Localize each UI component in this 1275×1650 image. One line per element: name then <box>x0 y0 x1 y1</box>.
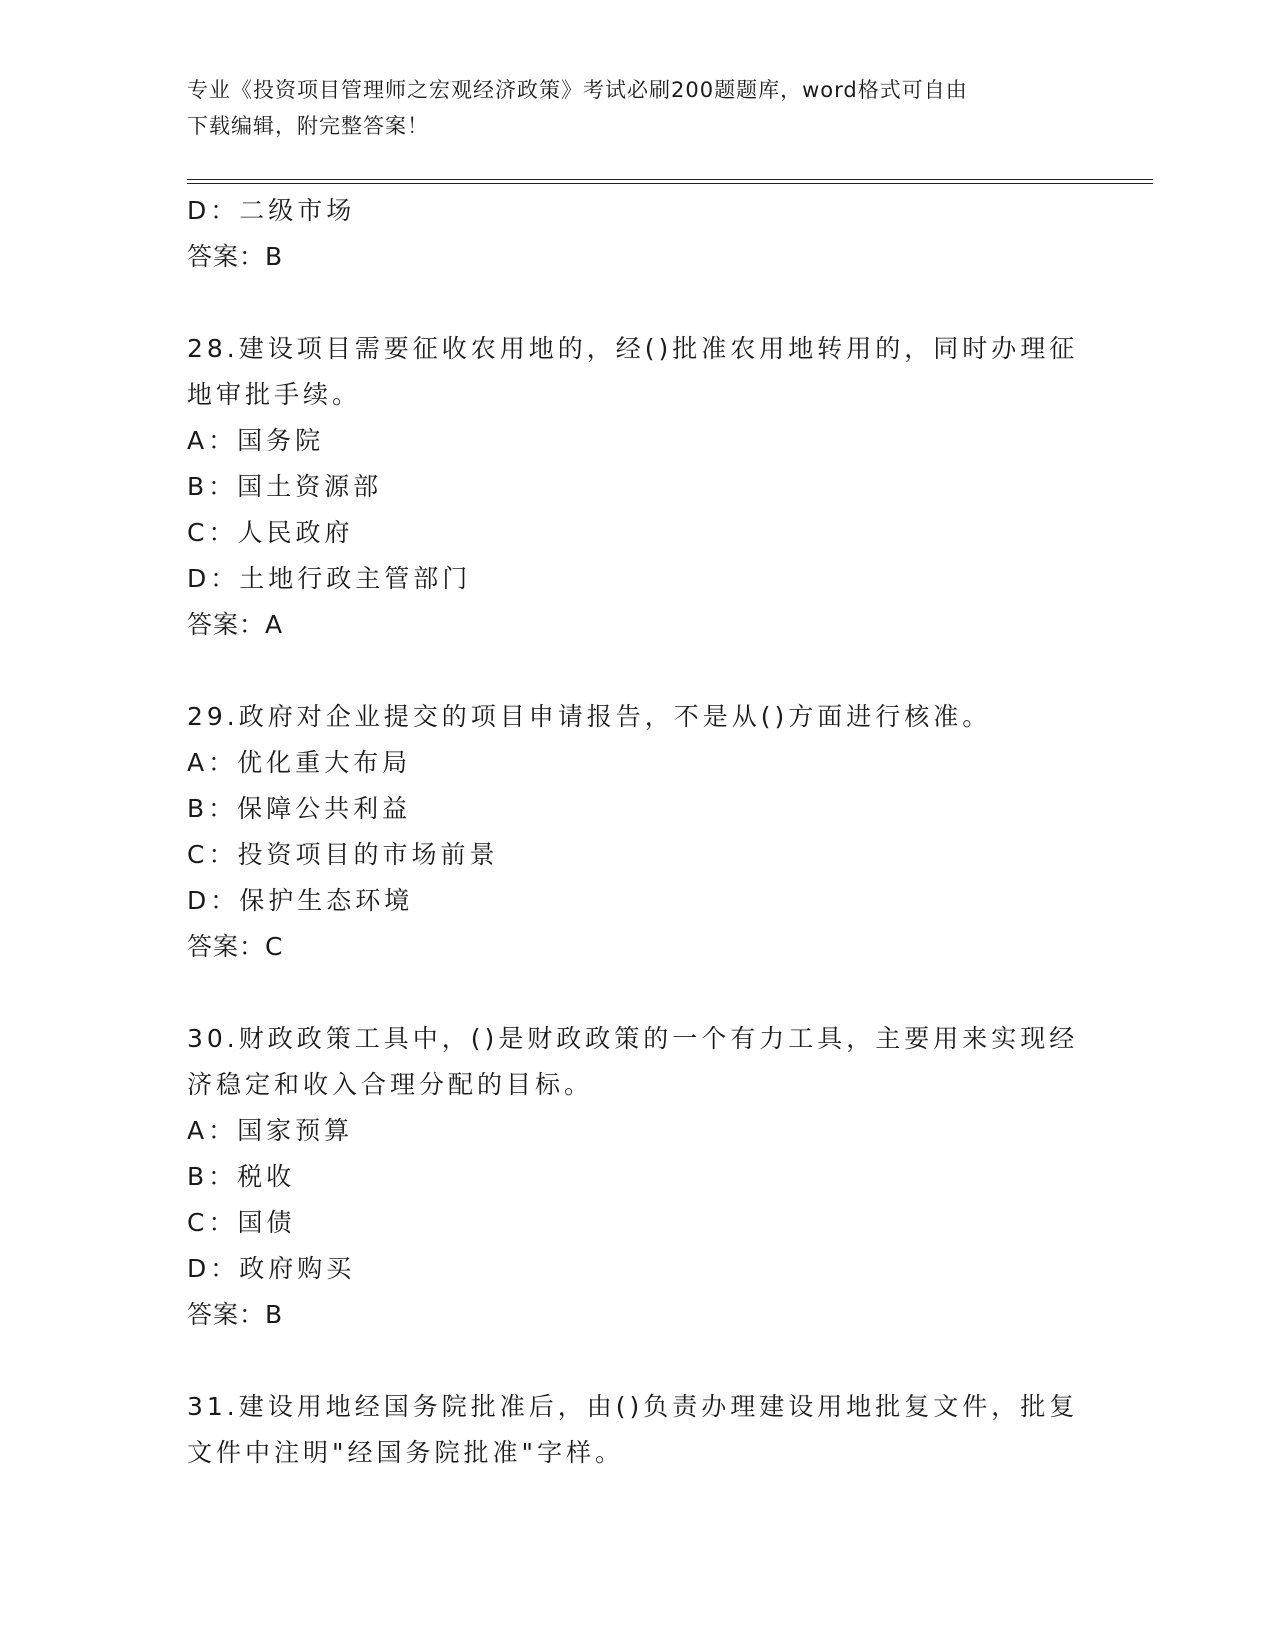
option-b: B：国土资源部 <box>187 472 383 501</box>
option-c: C：国债 <box>187 1208 296 1237</box>
answer: 答案：B <box>187 1300 284 1329</box>
question-text-line: 地审批手续。 <box>187 380 362 409</box>
header-line-2: 下载编辑，附完整答案！ <box>187 114 429 138</box>
question-30 <box>187 1016 1087 1338</box>
question-text-line: 济稳定和收入合理分配的目标。 <box>187 1070 594 1099</box>
spacer <box>187 970 1087 1016</box>
question-text-line: 31.建设用地经国务院批准后，由()负责办理建设用地批复文件，批复 <box>187 1392 1079 1421</box>
question-29 <box>187 694 1087 970</box>
question-28 <box>187 326 1087 648</box>
option-a: A：国务院 <box>187 426 325 455</box>
prev-answer: 答案：B <box>187 242 284 271</box>
question-text-line: 29.政府对企业提交的项目申请报告，不是从()方面进行核准。 <box>187 702 992 731</box>
option-a: A：优化重大布局 <box>187 748 412 777</box>
answer: 答案：C <box>187 932 284 961</box>
option-b: B：税收 <box>187 1162 296 1191</box>
page-header <box>187 72 1087 144</box>
question-text-line: 文件中注明"经国务院批准"字样。 <box>187 1438 624 1467</box>
spacer <box>187 280 1087 326</box>
question-31 <box>187 1384 1087 1476</box>
spacer <box>187 1338 1087 1384</box>
question-list <box>187 188 1087 1476</box>
header-rule-top <box>187 179 1153 180</box>
option-a: A：国家预算 <box>187 1116 354 1145</box>
spacer <box>187 648 1087 694</box>
option-c: C：人民政府 <box>187 518 354 547</box>
option-c: C：投资项目的市场前景 <box>187 840 499 869</box>
option-d: D：土地行政主管部门 <box>187 564 472 593</box>
header-line-1: 专业《投资项目管理师之宏观经济政策》考试必刷200题题库，word格式可自由 <box>187 78 968 102</box>
question-text-line: 28.建设项目需要征收农用地的，经()批准农用地转用的，同时办理征 <box>187 334 1079 363</box>
option-d: D：政府购买 <box>187 1254 356 1283</box>
prev-option-d: D：二级市场 <box>187 196 356 225</box>
option-b: B：保障公共利益 <box>187 794 412 823</box>
header-rule-bottom <box>187 183 1153 184</box>
option-d: D：保护生态环境 <box>187 886 414 915</box>
answer: 答案：A <box>187 610 284 639</box>
question-text-line: 30.财政政策工具中，()是财政政策的一个有力工具，主要用来实现经 <box>187 1024 1079 1053</box>
